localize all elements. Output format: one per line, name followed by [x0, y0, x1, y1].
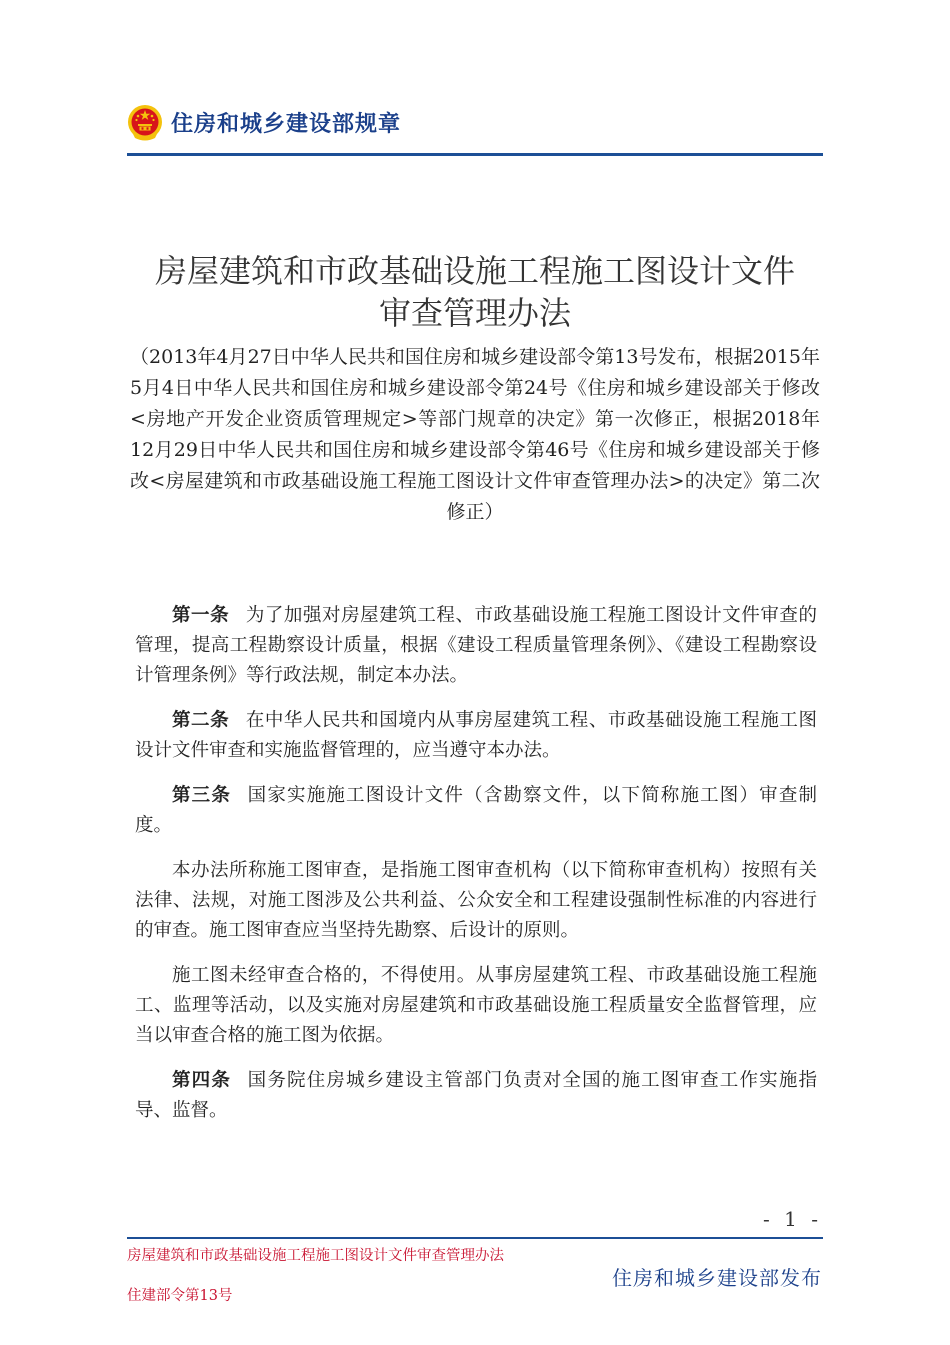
article-number: 第三条	[172, 785, 232, 806]
header-title: 住房和城乡建设部规章	[171, 111, 402, 137]
article-text: 为了加强对房屋建筑工程、市政基础设施工程施工图设计文件审查的管理，提高工程勘察设计质量，根据《建设工程质量管理条例》、《建设工程勘察设计管理条例》等行政法规，制定本办法。	[135, 605, 817, 686]
article-text: 国家实施施工图设计文件（含勘察文件，以下简称施工图）审查制度。	[135, 785, 817, 836]
footer-document-name: 房屋建筑和市政基础设施工程施工图设计文件审查管理办法	[127, 1248, 504, 1264]
page-header	[127, 103, 401, 141]
footer-order-number: 住建部令第13号	[127, 1288, 233, 1304]
document-body	[135, 601, 817, 1141]
article-number: 第一条	[172, 605, 230, 626]
article-text: 在中华人民共和国境内从事房屋建筑工程、市政基础设施工程施工图设计文件审查和实施监督管理的，应当遵守本办法。	[135, 710, 817, 761]
article-paragraph	[135, 706, 817, 766]
footer-divider	[127, 1237, 823, 1239]
page-number: - 1 -	[763, 1207, 822, 1231]
article-paragraph	[135, 1066, 817, 1126]
paragraph-text: 施工图未经审查合格的，不得使用。从事房屋建筑工程、市政基础设施工程施工、监理等活动，以及实施对房屋建筑和市政基础设施工程质量安全监督管理，应当以审查合格的施工图为依据。	[135, 965, 817, 1046]
article-paragraph	[135, 781, 817, 841]
revision-note: （2013年4月27日中华人民共和国住房和城乡建设部令第13号发布，根据2015年5月4日中华人民共和国住房和城乡建设部令第24号《住房和城乡建设部关于修改<房地产开发企业资质管理规定>等部门规章的决定》第一次修正，根据2018年12月29日中华人民共和国住房和城乡建设部令第46号《住房和城乡建设部关于修改<房屋建筑和市政基础设施工程施工图设计文件审查管理办法>的决定》第二次修正）	[130, 346, 820, 523]
article-paragraph	[135, 601, 817, 691]
article-text: 国务院住房城乡建设主管部门负责对全国的施工图审查工作实施指导、监督。	[135, 1070, 817, 1121]
document-title	[127, 250, 823, 334]
title-line-2: 审查管理办法	[378, 294, 571, 332]
footer-publisher: 住房和城乡建设部发布	[612, 1266, 822, 1290]
body-paragraph	[135, 961, 817, 1051]
paragraph-text: 本办法所称施工图审查，是指施工图审查机构（以下简称审查机构）按照有关法律、法规，对施工图涉及公共利益、公众安全和工程建设强制性标准的内容进行的审查。施工图审查应当坚持先勘察、后设计的原则。	[135, 860, 817, 941]
header-divider	[127, 153, 823, 156]
title-line-1: 房屋建筑和市政基础设施工程施工图设计文件	[154, 252, 795, 290]
body-paragraph	[135, 856, 817, 946]
article-number: 第二条	[172, 710, 230, 731]
national-emblem-icon	[127, 103, 163, 141]
article-number: 第四条	[172, 1070, 232, 1091]
